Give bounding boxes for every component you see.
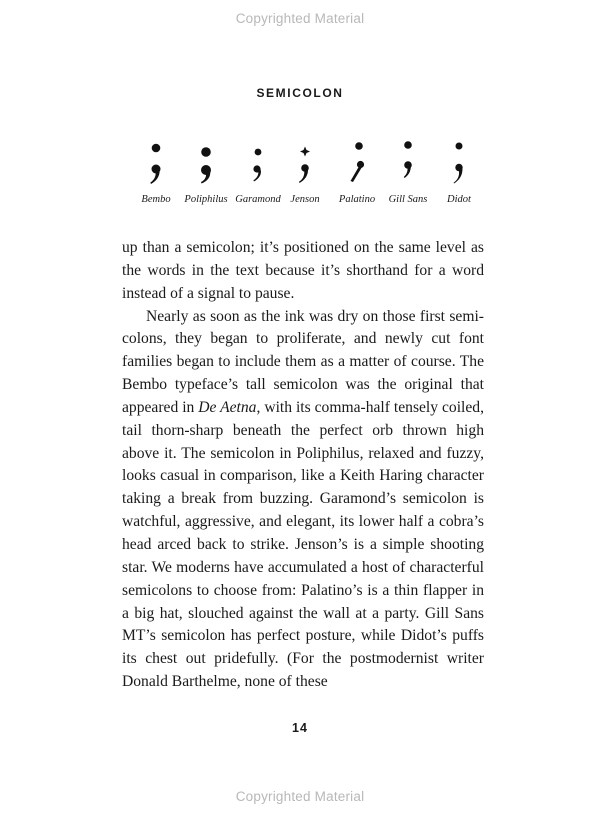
page-number: 14 bbox=[292, 721, 308, 735]
glyph-caption-gill-sans: Gill Sans bbox=[388, 194, 428, 205]
glyph-caption-poliphilus: Poliphilus bbox=[184, 194, 228, 205]
glyph-caption-bembo: Bembo bbox=[141, 194, 171, 205]
watermark-top: Copyrighted Material bbox=[235, 11, 365, 26]
watermark-bottom: Copyrighted Material bbox=[235, 789, 365, 804]
glyph-caption-jenson: Jenson bbox=[290, 194, 320, 205]
paragraph-2-part-1: Nearly as soon as the ink was dry on those first semicolons, they began to proliferate, and newly cut font families began to include them as a matter of course. The Bembo typeface’s tall semicolon was the original that appeared in bbox=[122, 307, 484, 416]
semicolon-jenson-icon bbox=[290, 136, 320, 186]
running-head: SEMICOLON bbox=[256, 86, 344, 100]
paragraph-2 bbox=[122, 306, 484, 694]
book-title-de-aetna: De Aetna bbox=[198, 398, 257, 416]
semicolon-didot-icon bbox=[444, 136, 474, 186]
glyph-caption-palatino: Palatino bbox=[338, 194, 376, 205]
glyph-caption-garamond: Garamond bbox=[235, 194, 281, 205]
paragraph-2-part-2: , with its comma-half tensely coiled, tail thorn-sharp beneath the perfect orb thrown high above it. The semicolon in Poliphilus, relaxed and fuzzy, looks casual in comparison, like a Keith Haring character taking a break from buzzing. Garamond’s semicolon is watchful, aggressive, and elegant, its lower half a cobra’s head arced back to strike. Jenson’s is a simple shooting star. We moderns have accumulated a host of characterful semicolons to choose from: Palatino’s is a thin flapper in a big hat, slouched against the wall at a party. Gill Sans MT’s semicolon has perfect posture, while Didot’s puffs its chest out pridefully. (For the postmodernist writer Donald Barthelme, none of these bbox=[122, 398, 484, 691]
body-text bbox=[122, 237, 484, 694]
semicolon-figure bbox=[121, 136, 489, 216]
paragraph-1: up than a semicolon; it’s positioned on the same level as the words in the text because it’s shorthand for a word instead of a signal to pause. bbox=[122, 239, 484, 302]
semicolon-poliphilus-icon bbox=[191, 136, 221, 186]
glyph-didot bbox=[419, 136, 499, 205]
glyph-caption-didot: Didot bbox=[447, 194, 471, 205]
